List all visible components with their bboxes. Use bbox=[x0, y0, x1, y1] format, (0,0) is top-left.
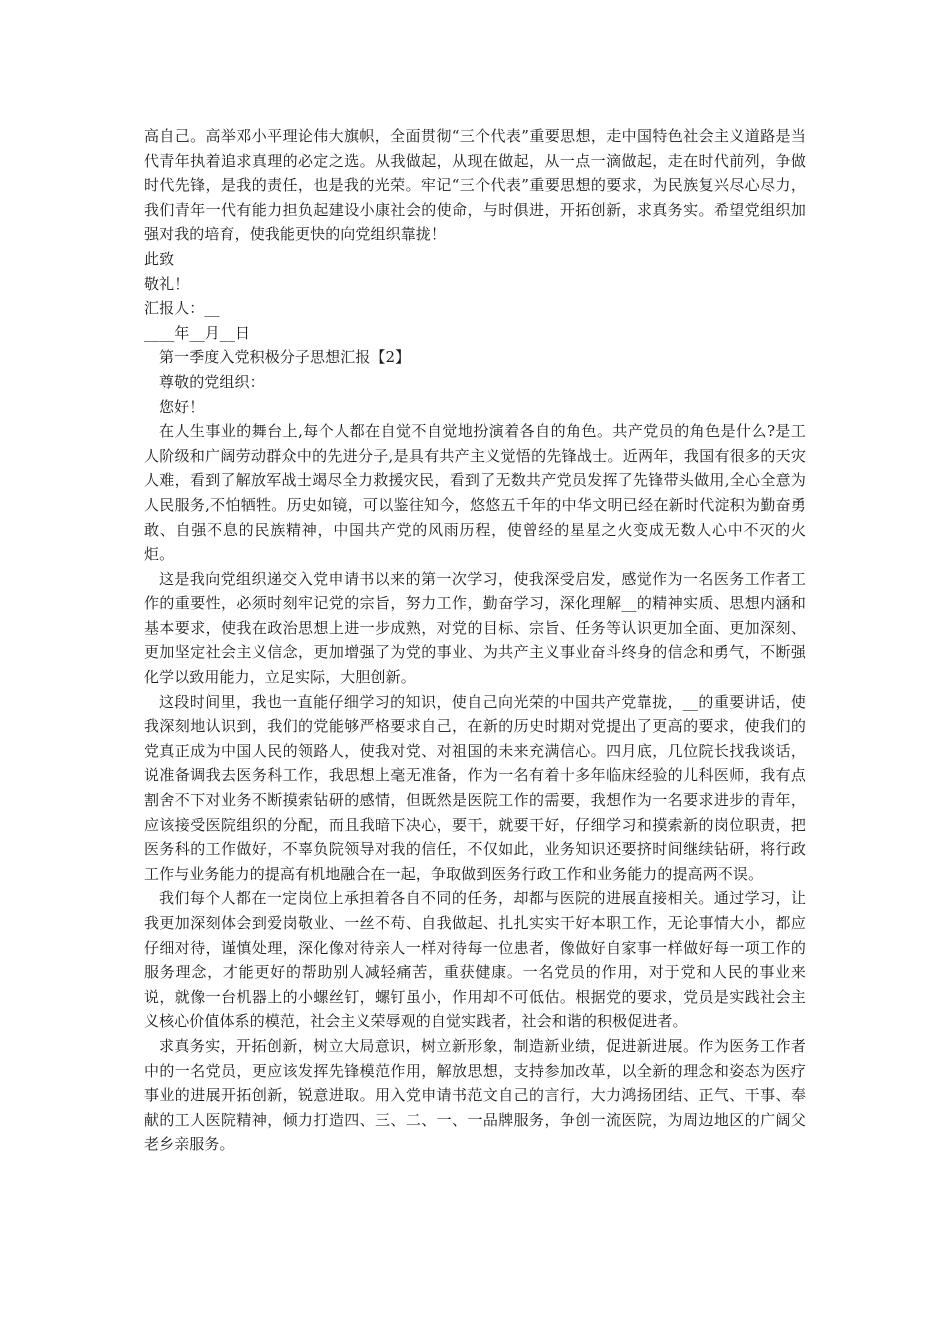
salutation: 尊敬的党组织： bbox=[159, 372, 265, 391]
date-line: ____年__月__日 bbox=[144, 323, 251, 342]
body-paragraph: 这是我向党组织递交入党申请书以来的第一次学习，使我深受启发，感觉作为一名医务工作者工作的重要性，必须时刻牢记党的宗旨，努力工作，勤奋学习，深化理解__的精神实质、思想内涵和基本要求，使我在政治思想上进一步成熟，对党的目标、宗旨、任务等认识更加全面、更加深刻、更加坚定社会主义信念，更加增强了为党的事业、为共产主义事业奋斗终身的信念和勇气，不断强化学以致用能力，立足实际，大胆创新。 bbox=[144, 569, 806, 687]
greeting: 您好！ bbox=[159, 397, 205, 416]
body-paragraph: 这段时间里，我也一直能仔细学习的知识，使自己向光荣的中国共产党靠拢，__的重要讲话，使我深刻地认识到，我们的党能够严格要求自己，在新的历史时期对党提出了更高的要求，使我们的党真正成为中国人民的领路人，使我对党、对祖国的未来充满信心。四月底，几位院长找我谈话，说准备调我去医务科工作，我思想上毫无准备，作为一名有着十多年临床经验的儿科医师，我有点割舍不下对业务不断摸索钻研的感情，但既然是医院工作的需要，我想作为一名要求进步的青年，应该接受医院组织的分配，而且我暗下决心，要干，就要干好，仔细学习和摸索新的岗位职责，把医务科的工作做好，不辜负院领导对我的信任，不仅如此，业务知识还要挤时间继续钻研，将行政工作与业务能力的提高有机地融合在一起，争取做到医务行政工作和业务能力的提高两不误。 bbox=[144, 692, 806, 883]
opening-paragraph: 高自己。高举邓小平理论伟大旗帜，全面贯彻“三个代表”重要思想，走中国特色社会主义道路是当代青年执着追求真理的必定之选。从我做起，从现在做起，从一点一滴做起，走在时代前列，争做时代先锋，是我的责任，也是我的光荣。牢记“三个代表”重要思想的要求，为民族复兴尽心尽力，我们青年一代有能力担负起建设小康社会的使命，与时俱进，开拓创新，求真务实。希望党组织加强对我的培育，使我能更快的向党组织靠拢！ bbox=[144, 127, 806, 244]
report-title: 第一季度入党积极分子思想汇报【2】 bbox=[159, 348, 411, 367]
reporter-line: 汇报人：__ bbox=[144, 299, 220, 318]
body-paragraph: 在人生事业的舞台上,每个人都在自觉不自觉地扮演着各自的角色。共产党员的角色是什么?是工人阶级和广阔劳动群众中的先进分子,是具有共产主义觉悟的先锋战士。近两年，我国有很多的天灾人难，看到了解放军战士竭尽全力救援灾民，看到了无数共产党员发挥了先锋带头做用,全心全意为人民服务,不怕牺牲。历史如镜，可以鉴往知今，悠悠五千年的中华文明已经在新时代淀积为勤奋勇敢、自强不息的民族精神，中国共产党的风雨历程，使曾经的星星之火变成无数人心中不灭的火炬。 bbox=[144, 422, 806, 564]
closing-line-2: 敬礼！ bbox=[144, 274, 190, 293]
closing-line-1: 此致 bbox=[144, 249, 175, 268]
document-body bbox=[144, 124, 806, 1157]
body-paragraph: 求真务实，开拓创新，树立大局意识，树立新形象，制造新业绩，促进新进展。作为医务工作者中的一名党员，更应该发挥先锋模范作用，解放思想，支持参加改革，以全新的理念和姿态为医疗事业的进展开拓创新，锐意进取。用入党申请书范文自己的言行，大力鸿扬团结、正气、干事、奉献的工人医院精神，倾力打造四、三、二、一、一品牌服务，争创一流医院，为周边地区的广阔父老乡亲服务。 bbox=[144, 1036, 806, 1154]
body-paragraph: 我们每个人都在一定岗位上承担着各自不同的任务，却都与医院的进展直接相关。通过学习，让我更加深刻体会到爱岗敬业、一丝不苟、自我做起、扎扎实实干好本职工作，无论事情大小，都应仔细对待，谨慎处理，深化像对待亲人一样对待每一位患者，像做好自家事一样做好每一项工作的服务理念，才能更好的帮助别人减轻痛苦，重获健康。一名党员的作用，对于党和人民的事业来说，就像一台机器上的小螺丝钉，螺钉虽小，作用却不可低估。根据党的要求，党员是实践社会主义核心价值体系的模范，社会主义荣辱观的自觉实践者，社会和谐的积极促进者。 bbox=[144, 889, 806, 1031]
